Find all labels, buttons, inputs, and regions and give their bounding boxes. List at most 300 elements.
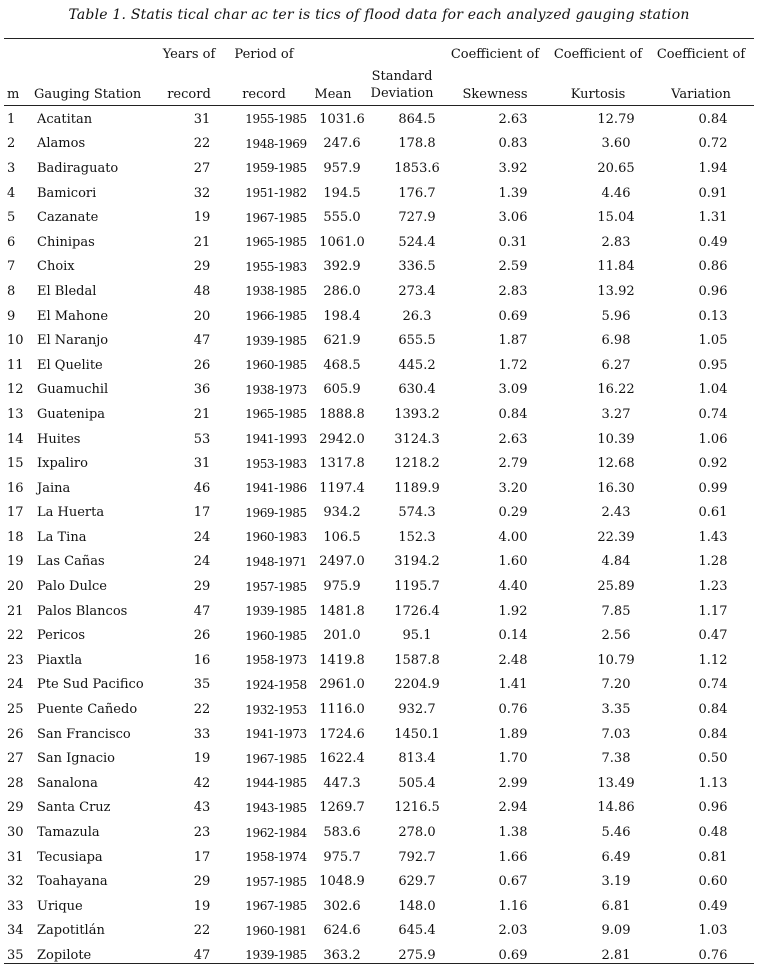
standard-deviation: 26.3 [402, 308, 432, 324]
station-name: Guatenipa [37, 406, 106, 422]
table-row [4, 230, 758, 255]
skewness: 1.92 [498, 603, 528, 619]
row-number: 2 [7, 136, 16, 152]
coefficient-of-variation: 0.60 [698, 874, 728, 890]
kurtosis: 3.19 [601, 874, 631, 890]
station-name: La Tina [37, 529, 87, 545]
skewness: 0.69 [498, 947, 528, 963]
table-row [4, 476, 758, 501]
kurtosis: 10.39 [597, 431, 635, 447]
row-number: 24 [7, 677, 24, 693]
coefficient-of-variation: 0.76 [698, 947, 728, 963]
years-of-record: 22 [193, 923, 211, 939]
skewness: 0.69 [498, 308, 528, 324]
coefficient-of-variation: 1.03 [698, 923, 728, 939]
period-of-record: 1944-1985 [245, 776, 307, 791]
mean-value: 1061.0 [319, 234, 365, 250]
period-of-record: 1958-1974 [245, 850, 307, 865]
row-number: 34 [7, 923, 24, 939]
station-name: Pte Sud Pacifico [37, 677, 144, 693]
station-name: Ixpaliro [37, 456, 88, 472]
period-of-record: 1958-1973 [245, 653, 307, 668]
years-of-record: 31 [193, 111, 211, 127]
standard-deviation: 152.3 [398, 529, 436, 545]
table-row [4, 378, 758, 403]
skewness: 1.60 [498, 554, 528, 570]
years-of-record: 16 [193, 652, 211, 668]
years-of-record: 19 [193, 898, 211, 914]
coefficient-of-variation: 0.96 [698, 800, 728, 816]
standard-deviation: 629.7 [398, 874, 436, 890]
skewness: 1.16 [498, 898, 528, 914]
kurtosis: 25.89 [597, 579, 635, 595]
station-name: Tecusiapa [37, 849, 103, 865]
mean-value: 247.6 [323, 136, 361, 152]
row-number: 3 [7, 160, 16, 176]
years-of-record: 26 [193, 628, 211, 644]
table-row [4, 181, 758, 206]
station-name: Badiraguato [37, 160, 119, 176]
header-sd: Standard Deviation [370, 69, 434, 101]
mean-value: 1622.4 [319, 751, 365, 767]
coefficient-of-variation: 1.17 [698, 603, 728, 619]
standard-deviation: 655.5 [398, 333, 436, 349]
years-of-record: 46 [193, 480, 211, 496]
period-of-record: 1941-1993 [245, 432, 307, 447]
standard-deviation: 1189.9 [394, 480, 440, 496]
row-number: 20 [7, 579, 24, 595]
coefficient-of-variation: 1.04 [698, 382, 728, 398]
skewness: 0.31 [498, 234, 528, 250]
station-name: Sanalona [37, 775, 98, 791]
skewness: 1.72 [498, 357, 528, 373]
table-row [4, 599, 758, 624]
row-number: 29 [7, 800, 24, 816]
row-number: 27 [7, 751, 24, 767]
mean-value: 2961.0 [319, 677, 365, 693]
coefficient-of-variation: 0.74 [698, 677, 728, 693]
row-number: 21 [7, 603, 24, 619]
period-of-record: 1969-1985 [245, 505, 307, 520]
kurtosis: 10.79 [597, 652, 635, 668]
coefficient-of-variation: 1.23 [698, 579, 728, 595]
standard-deviation: 792.7 [398, 849, 436, 865]
station-name: Chinipas [37, 234, 95, 250]
mean-value: 1419.8 [319, 652, 365, 668]
period-of-record: 1960-1985 [245, 628, 307, 643]
kurtosis: 12.79 [597, 111, 635, 127]
row-number: 10 [7, 333, 24, 349]
period-of-record: 1955-1983 [245, 259, 307, 274]
skewness: 0.67 [498, 874, 528, 890]
station-name: Bamicori [37, 185, 97, 201]
standard-deviation: 278.0 [398, 825, 436, 841]
coefficient-of-variation: 0.92 [698, 456, 728, 472]
table-row [4, 525, 758, 550]
mean-value: 447.3 [323, 775, 361, 791]
mean-value: 1048.9 [319, 874, 365, 890]
station-name: Tamazula [37, 825, 100, 841]
kurtosis: 3.27 [601, 406, 631, 422]
standard-deviation: 1393.2 [394, 406, 440, 422]
standard-deviation: 1218.2 [394, 456, 440, 472]
station-name: Zapotitlán [37, 923, 105, 939]
skewness: 0.76 [498, 702, 528, 718]
row-number: 28 [7, 775, 24, 791]
kurtosis: 7.85 [601, 603, 631, 619]
coefficient-of-variation: 0.49 [698, 898, 728, 914]
standard-deviation: 932.7 [398, 702, 436, 718]
row-number: 12 [7, 382, 24, 398]
coefficient-of-variation: 1.05 [698, 333, 728, 349]
period-of-record: 1957-1985 [245, 874, 307, 889]
coefficient-of-variation: 1.06 [698, 431, 728, 447]
row-number: 23 [7, 652, 24, 668]
period-of-record: 1924-1958 [245, 677, 307, 692]
kurtosis: 13.49 [597, 775, 635, 791]
flood-statistics-table [4, 107, 758, 968]
coefficient-of-variation: 0.95 [698, 357, 728, 373]
kurtosis: 4.46 [601, 185, 631, 201]
station-name: San Ignacio [37, 751, 116, 767]
mean-value: 1888.8 [319, 406, 365, 422]
row-number: 30 [7, 825, 24, 841]
skewness: 4.40 [498, 579, 528, 595]
station-name: El Quelite [37, 357, 103, 373]
coefficient-of-variation: 1.43 [698, 529, 728, 545]
table-row [4, 894, 758, 919]
skewness: 1.89 [498, 726, 528, 742]
header-skewness: Coefficient of Skewness [450, 47, 540, 102]
table-row [4, 943, 758, 968]
mean-value: 1317.8 [319, 456, 365, 472]
row-number: 17 [7, 505, 24, 521]
coefficient-of-variation: 0.81 [698, 849, 728, 865]
station-name: Toahayana [37, 874, 108, 890]
skewness: 2.63 [498, 111, 528, 127]
kurtosis: 6.98 [601, 333, 631, 349]
skewness: 1.66 [498, 849, 528, 865]
years-of-record: 47 [193, 947, 211, 963]
years-of-record: 32 [193, 185, 211, 201]
station-name: Jaina [37, 480, 71, 496]
standard-deviation: 1726.4 [394, 603, 440, 619]
years-of-record: 17 [193, 505, 211, 521]
row-number: 5 [7, 210, 16, 226]
skewness: 2.63 [498, 431, 528, 447]
coefficient-of-variation: 0.84 [698, 702, 728, 718]
standard-deviation: 2204.9 [394, 677, 440, 693]
station-name: El Bledal [37, 283, 97, 299]
coefficient-of-variation: 0.91 [698, 185, 728, 201]
skewness: 0.84 [498, 406, 528, 422]
mean-value: 392.9 [323, 259, 361, 275]
period-of-record: 1965-1985 [245, 235, 307, 250]
kurtosis: 7.03 [601, 726, 631, 742]
skewness: 4.00 [498, 529, 528, 545]
coefficient-of-variation: 0.84 [698, 726, 728, 742]
skewness: 0.14 [498, 628, 528, 644]
standard-deviation: 1195.7 [394, 579, 440, 595]
skewness: 2.48 [498, 652, 528, 668]
mean-value: 194.5 [323, 185, 361, 201]
mean-value: 975.7 [323, 849, 361, 865]
station-name: Las Cañas [37, 554, 105, 570]
table-row [4, 673, 758, 698]
period-of-record: 1941-1973 [245, 727, 307, 742]
station-name: Palos Blancos [37, 603, 128, 619]
years-of-record: 21 [193, 406, 211, 422]
station-name: Pericos [37, 628, 86, 644]
kurtosis: 3.35 [601, 702, 631, 718]
row-number: 18 [7, 529, 24, 545]
table-row [4, 623, 758, 648]
header-rule [4, 105, 754, 106]
header-variation: Coefficient of Variation [656, 47, 746, 102]
station-name: Huites [37, 431, 81, 447]
coefficient-of-variation: 0.74 [698, 406, 728, 422]
station-name: Palo Dulce [37, 579, 107, 595]
kurtosis: 4.84 [601, 554, 631, 570]
table-row [4, 697, 758, 722]
standard-deviation: 148.0 [398, 898, 436, 914]
skewness: 0.83 [498, 136, 528, 152]
kurtosis: 6.27 [601, 357, 631, 373]
years-of-record: 47 [193, 603, 211, 619]
kurtosis: 5.96 [601, 308, 631, 324]
standard-deviation: 176.7 [398, 185, 436, 201]
coefficient-of-variation: 1.13 [698, 775, 728, 791]
period-of-record: 1939-1985 [245, 604, 307, 619]
years-of-record: 29 [193, 874, 211, 890]
kurtosis: 14.86 [597, 800, 635, 816]
mean-value: 583.6 [323, 825, 361, 841]
station-name: El Naranjo [37, 333, 109, 349]
table-bottom-rule [4, 963, 754, 964]
station-name: El Mahone [37, 308, 109, 324]
coefficient-of-variation: 0.13 [698, 308, 728, 324]
mean-value: 624.6 [323, 923, 361, 939]
period-of-record: 1967-1985 [245, 751, 307, 766]
skewness: 1.41 [498, 677, 528, 693]
kurtosis: 7.20 [601, 677, 631, 693]
table-row [4, 205, 758, 230]
standard-deviation: 178.8 [398, 136, 436, 152]
mean-value: 1031.6 [319, 111, 365, 127]
mean-value: 286.0 [323, 283, 361, 299]
standard-deviation: 630.4 [398, 382, 436, 398]
period-of-record: 1957-1985 [245, 579, 307, 594]
table-row [4, 402, 758, 427]
header-station: Gauging Station [34, 87, 142, 102]
period-of-record: 1966-1985 [245, 309, 307, 324]
skewness: 3.92 [498, 160, 528, 176]
kurtosis: 12.68 [597, 456, 635, 472]
station-name: Choix [37, 259, 75, 275]
years-of-record: 31 [193, 456, 211, 472]
table-row [4, 132, 758, 157]
table-row [4, 845, 758, 870]
mean-value: 1116.0 [319, 702, 365, 718]
kurtosis: 15.04 [597, 210, 635, 226]
years-of-record: 29 [193, 579, 211, 595]
period-of-record: 1943-1985 [245, 800, 307, 815]
row-number: 31 [7, 849, 24, 865]
years-of-record: 23 [193, 825, 211, 841]
table-row [4, 107, 758, 132]
table-row [4, 156, 758, 181]
period-of-record: 1955-1985 [245, 112, 307, 127]
standard-deviation: 336.5 [398, 259, 436, 275]
standard-deviation: 445.2 [398, 357, 436, 373]
mean-value: 555.0 [323, 210, 361, 226]
kurtosis: 5.46 [601, 825, 631, 841]
standard-deviation: 1216.5 [394, 800, 440, 816]
row-number: 32 [7, 874, 24, 890]
row-number: 4 [7, 185, 16, 201]
row-number: 16 [7, 480, 24, 496]
years-of-record: 29 [193, 259, 211, 275]
years-of-record: 26 [193, 357, 211, 373]
header-period: Period of record [234, 47, 294, 102]
coefficient-of-variation: 0.61 [698, 505, 728, 521]
row-number: 11 [7, 357, 24, 373]
standard-deviation: 1853.6 [394, 160, 440, 176]
standard-deviation: 574.3 [398, 505, 436, 521]
table-row [4, 501, 758, 526]
kurtosis: 20.65 [597, 160, 635, 176]
station-name: La Huerta [37, 505, 105, 521]
years-of-record: 48 [193, 283, 211, 299]
mean-value: 363.2 [323, 947, 361, 963]
coefficient-of-variation: 0.49 [698, 234, 728, 250]
skewness: 2.99 [498, 775, 528, 791]
period-of-record: 1967-1985 [245, 899, 307, 914]
standard-deviation: 505.4 [398, 775, 436, 791]
table-caption: Table 1. Statis tical char ac ter is tics of flood data for each analyzed gauging station [68, 7, 690, 23]
skewness: 1.39 [498, 185, 528, 201]
kurtosis: 16.22 [597, 382, 635, 398]
mean-value: 605.9 [323, 382, 361, 398]
period-of-record: 1951-1982 [245, 186, 307, 201]
mean-value: 198.4 [323, 308, 361, 324]
kurtosis: 2.81 [601, 947, 631, 963]
coefficient-of-variation: 0.50 [698, 751, 728, 767]
coefficient-of-variation: 0.99 [698, 480, 728, 496]
station-name: San Francisco [37, 726, 131, 742]
kurtosis: 3.60 [601, 136, 631, 152]
row-number: 7 [7, 259, 16, 275]
skewness: 0.29 [498, 505, 528, 521]
coefficient-of-variation: 0.48 [698, 825, 728, 841]
period-of-record: 1948-1969 [245, 136, 307, 151]
skewness: 1.70 [498, 751, 528, 767]
period-of-record: 1960-1983 [245, 530, 307, 545]
skewness: 1.87 [498, 333, 528, 349]
mean-value: 302.6 [323, 898, 361, 914]
years-of-record: 36 [193, 382, 211, 398]
period-of-record: 1965-1985 [245, 407, 307, 422]
table-row [4, 279, 758, 304]
skewness: 3.06 [498, 210, 528, 226]
years-of-record: 20 [193, 308, 211, 324]
table-row [4, 746, 758, 771]
years-of-record: 35 [193, 677, 211, 693]
station-name: Acatitan [37, 111, 93, 127]
standard-deviation: 727.9 [398, 210, 436, 226]
kurtosis: 16.30 [597, 480, 635, 496]
table-row [4, 796, 758, 821]
station-name: Cazanate [37, 210, 99, 226]
kurtosis: 9.09 [601, 923, 631, 939]
table-top-rule [4, 38, 754, 39]
row-number: 35 [7, 947, 24, 963]
station-name: Santa Cruz [37, 800, 111, 816]
table-row [4, 353, 758, 378]
kurtosis: 7.38 [601, 751, 631, 767]
station-name: Alamos [37, 136, 86, 152]
standard-deviation: 645.4 [398, 923, 436, 939]
period-of-record: 1939-1985 [245, 948, 307, 963]
row-number: 15 [7, 456, 24, 472]
standard-deviation: 864.5 [398, 111, 436, 127]
skewness: 3.09 [498, 382, 528, 398]
header-m: m [7, 87, 20, 102]
table-row [4, 771, 758, 796]
years-of-record: 24 [193, 529, 211, 545]
standard-deviation: 813.4 [398, 751, 436, 767]
standard-deviation: 95.1 [402, 628, 432, 644]
period-of-record: 1960-1981 [245, 923, 307, 938]
period-of-record: 1938-1985 [245, 284, 307, 299]
years-of-record: 24 [193, 554, 211, 570]
row-number: 1 [7, 111, 16, 127]
header-kurtosis: Coefficient of Kurtosis [553, 47, 643, 102]
table-row [4, 255, 758, 280]
period-of-record: 1939-1985 [245, 333, 307, 348]
row-number: 26 [7, 726, 24, 742]
period-of-record: 1932-1953 [245, 702, 307, 717]
mean-value: 975.9 [323, 579, 361, 595]
mean-value: 934.2 [323, 505, 361, 521]
row-number: 13 [7, 406, 24, 422]
coefficient-of-variation: 0.96 [698, 283, 728, 299]
row-number: 25 [7, 702, 24, 718]
table-row [4, 820, 758, 845]
coefficient-of-variation: 0.72 [698, 136, 728, 152]
row-number: 6 [7, 234, 16, 250]
skewness: 2.94 [498, 800, 528, 816]
station-name: Urique [37, 898, 83, 914]
kurtosis: 6.81 [601, 898, 631, 914]
years-of-record: 43 [193, 800, 211, 816]
period-of-record: 1967-1985 [245, 210, 307, 225]
station-name: Zopilote [37, 947, 92, 963]
period-of-record: 1960-1985 [245, 358, 307, 373]
coefficient-of-variation: 0.86 [698, 259, 728, 275]
years-of-record: 27 [193, 160, 211, 176]
kurtosis: 2.43 [601, 505, 631, 521]
table-row [4, 722, 758, 747]
table-row [4, 648, 758, 673]
mean-value: 1481.8 [319, 603, 365, 619]
standard-deviation: 1450.1 [394, 726, 440, 742]
kurtosis: 22.39 [597, 529, 635, 545]
skewness: 2.79 [498, 456, 528, 472]
station-name: Guamuchil [37, 382, 109, 398]
coefficient-of-variation: 1.12 [698, 652, 728, 668]
period-of-record: 1962-1984 [245, 825, 307, 840]
